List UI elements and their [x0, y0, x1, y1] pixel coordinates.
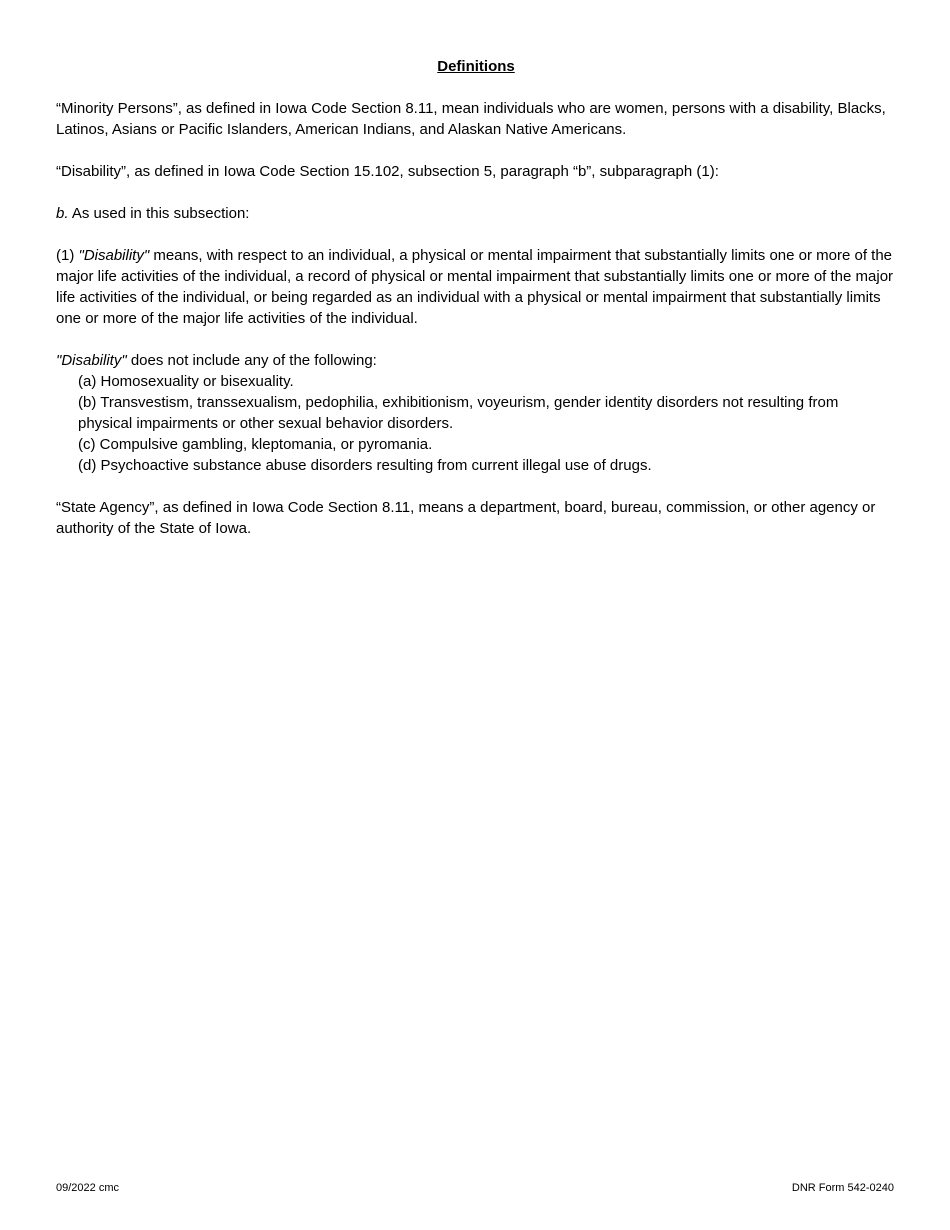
page-title: Definitions [437, 58, 515, 75]
disability-definition-paragraph [56, 245, 896, 329]
subsection-b-text: As used in this subsection: [68, 205, 250, 222]
exclusions-intro-text: does not include any of the following: [126, 352, 377, 369]
exclusion-item: (c) Compulsive gambling, kleptomania, or pyromania. [78, 436, 433, 453]
footer-form-number: DNR Form 542-0240 [791, 1182, 894, 1194]
footer-date: 09/2022 cmc [56, 1182, 119, 1194]
state-agency-definition: “State Agency”, as defined in Iowa Code Section 8.11, means a department, board, bureau, commission, or other agency or authority of the State of Iowa. [56, 499, 876, 537]
disability-definition-text: means, with respect to an individual, a physical or mental impairment that substantially limits one or more of the major life activities of the individual, a record of physical or mental impairment that substantially limits one or more of the major life activities of the individual, or being regarded as an individual with a physical or mental impairment that substantially limits one or more of the major life activities of the individual. [56, 247, 894, 327]
exclusion-item: (b) Transvestism, transsexualism, pedophilia, exhibitionism, voyeurism, gender identity disorders not resulting from physical impairments or other sexual behavior disorders. [78, 394, 839, 432]
disability-intro: “Disability”, as defined in Iowa Code Section 15.102, subsection 5, paragraph “b”, subparagraph (1): [56, 163, 719, 180]
subsection-b-marker: b. [56, 205, 69, 222]
document-body [56, 56, 896, 560]
disability-term: "Disability" [78, 247, 150, 264]
paragraph-number: (1) [56, 247, 79, 264]
exclusion-item: (d) Psychoactive substance abuse disorders resulting from current illegal use of drugs. [78, 457, 652, 474]
exclusion-item: (a) Homosexuality or bisexuality. [78, 373, 294, 390]
exclusions-intro [56, 350, 896, 371]
exclusions-term: "Disability" [56, 352, 127, 369]
subsection-b [56, 203, 896, 224]
minority-persons-definition: “Minority Persons”, as defined in Iowa Code Section 8.11, mean individuals who are women, persons with a disability, Blacks, Latinos, Asians or Pacific Islanders, American Indians, and Alaskan Native Americans. [56, 100, 886, 138]
disability-exclusions [56, 350, 896, 476]
